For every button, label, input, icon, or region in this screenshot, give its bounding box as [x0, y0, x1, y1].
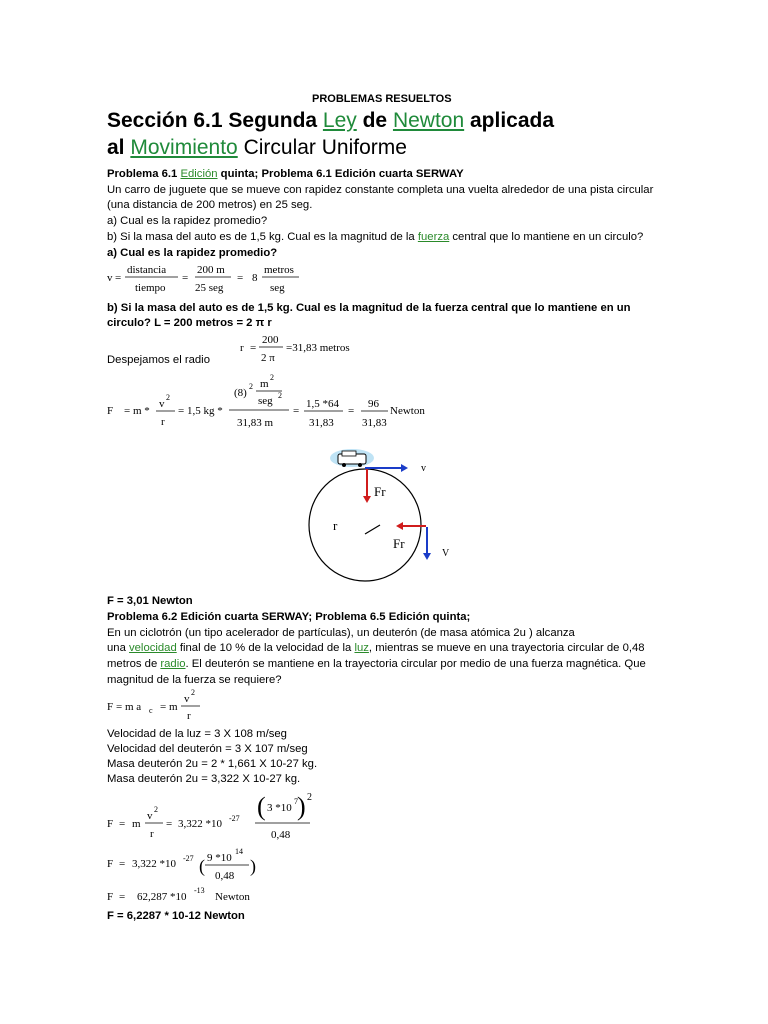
despejamos-text: Despejamos el radio	[107, 354, 210, 366]
eq-text: seg	[258, 395, 273, 407]
problem-text: final de 10 % de la velocidad de la	[176, 642, 355, 654]
eq-text: = m *	[124, 405, 150, 417]
eq-text: =	[237, 272, 244, 284]
heading-text: Problema 6.1	[107, 168, 181, 180]
eq-text: 2 π	[261, 352, 275, 364]
page-kicker: PROBLEMAS RESUELTOS	[312, 93, 452, 105]
equation-radius	[240, 330, 350, 366]
radius-line	[365, 525, 380, 534]
eq-text: 8	[252, 272, 258, 284]
eq-text: m	[260, 378, 269, 390]
page-title-line1	[107, 108, 554, 134]
eq-text: (	[257, 792, 266, 821]
eq-text: 200 m	[197, 264, 225, 276]
eq-text: 9 *10	[207, 852, 232, 864]
data-line: Masa deuterón 2u = 3,322 X 10-27 kg.	[107, 773, 301, 785]
label-v-top: v	[421, 463, 426, 474]
eq-text: =	[166, 818, 173, 830]
equation-force-4	[107, 845, 277, 885]
eq-text: 2	[249, 382, 253, 391]
eq-text: -27	[183, 854, 194, 863]
eq-text: 14	[235, 847, 243, 856]
eq-text: r	[161, 416, 165, 428]
eq-text: 3,322 *10	[132, 858, 176, 870]
data-line: Masa deuterón 2u = 2 * 1,661 X 10-27 kg.	[107, 758, 318, 770]
eq-text: )	[297, 792, 306, 821]
equation-force-2	[107, 685, 227, 725]
link-newton[interactable]: Newton	[392, 109, 465, 132]
eq-text: Newton	[215, 891, 250, 903]
link-luz[interactable]: luz	[354, 642, 369, 654]
eq-text: = m a	[116, 701, 142, 713]
label-r: r	[333, 518, 338, 533]
eq-text: 96	[368, 398, 379, 410]
eq-text: 25 seg	[195, 282, 224, 294]
eq-text: (8)	[234, 387, 247, 399]
title-text: aplicada	[464, 109, 555, 132]
problem-text: (una distancia de 200 metros) en 25 seg.	[107, 199, 313, 211]
eq-text: metros	[264, 264, 294, 276]
eq-text: 2	[307, 792, 312, 803]
eq-text: =	[293, 405, 300, 417]
result-6-1: F = 3,01 Newton	[107, 595, 193, 607]
data-line: Velocidad de la luz = 3 X 108 m/seg	[107, 728, 287, 740]
link-ley[interactable]: Ley	[322, 109, 357, 132]
problem-text: magnitud de la fuerza se requiere?	[107, 674, 282, 686]
eq-text: 2	[191, 688, 195, 697]
eq-text: F	[107, 858, 114, 870]
result-6-2: F = 6,2287 * 10-12 Newton	[107, 910, 245, 922]
eq-text: 31,83	[362, 417, 387, 429]
eq-text: v	[107, 272, 113, 284]
eq-text: m	[132, 818, 141, 830]
eq-text: 31,83 m	[237, 417, 274, 429]
eq-text: Newton	[390, 405, 425, 417]
question-a: a) Cual es la rapidez promedio?	[107, 215, 268, 227]
title-text: al	[107, 136, 131, 159]
eq-text: =	[119, 858, 126, 870]
problem-text: En un ciclotrón (un tipo acelerador de partículas), un deuterón (de masa atómica 2u ) alcanza	[107, 627, 575, 639]
eq-text: F	[107, 405, 114, 417]
problem-text: metros de	[107, 658, 161, 670]
eq-text: -13	[194, 886, 205, 895]
label-fr-right: Fr	[393, 536, 405, 551]
problem-text	[107, 657, 646, 671]
problem-text: . El deuterón se mantiene en la trayectoria circular por medio de una fuerza magnética. Que	[185, 658, 646, 670]
title-text: de	[356, 109, 393, 132]
eq-text: F	[107, 818, 114, 830]
problem-heading: Problema 6.2 Edición cuarta SERWAY; Problema 6.5 Edición quinta;	[107, 611, 471, 623]
page-title-line2	[107, 135, 407, 161]
eq-text: =31,83 metros	[286, 342, 350, 354]
eq-text: c	[149, 706, 153, 715]
problem-text: , mientras se mueve en una trayectoria circular de 0,48	[368, 642, 645, 654]
label-v-right: V	[442, 548, 450, 559]
eq-text: =	[182, 272, 189, 284]
eq-text: 2	[278, 391, 282, 400]
eq-text: =	[119, 818, 126, 830]
title-text: Sección 6.1 Segunda	[107, 109, 323, 132]
link-radio[interactable]: radio	[160, 658, 186, 670]
link-edicion[interactable]: Edición	[180, 168, 218, 180]
eq-text: r	[150, 828, 154, 840]
label-fr-top: Fr	[374, 484, 386, 499]
eq-text: = m	[160, 701, 178, 713]
question-text: b) Si la masa del auto es de 1,5 kg. Cual es la magnitud de la	[107, 231, 418, 243]
eq-text: 7	[294, 797, 298, 806]
eq-text: v	[184, 693, 190, 705]
eq-text: 1,5 *64	[306, 398, 339, 410]
eq-text: 200	[262, 334, 279, 346]
eq-text: (	[199, 856, 205, 876]
eq-text: )	[250, 856, 256, 876]
eq-text: -27	[229, 814, 240, 823]
eq-text: 2	[166, 393, 170, 402]
data-line: Velocidad del deuterón = 3 X 107 m/seg	[107, 743, 308, 755]
eq-text: tiempo	[135, 282, 166, 294]
heading-text: quinta; Problema 6.1 Edición cuarta SERWAY	[217, 168, 464, 180]
link-velocidad[interactable]: velocidad	[129, 642, 177, 654]
equation-force-3	[107, 787, 317, 843]
link-fuerza[interactable]: fuerza	[417, 231, 450, 243]
equation-force-1	[107, 370, 437, 432]
eq-text: 2	[270, 373, 274, 382]
eq-text: r	[187, 710, 191, 722]
equation-velocity	[107, 260, 317, 296]
eq-text: =	[115, 272, 122, 284]
problem-text: una	[107, 642, 129, 654]
eq-text: v	[159, 398, 165, 410]
eq-text: 3,322 *10	[178, 818, 222, 830]
eq-text: r	[240, 342, 244, 354]
link-movimiento[interactable]: Movimiento	[130, 136, 238, 159]
title-text: Circular Uniforme	[237, 136, 407, 159]
eq-text: v	[147, 810, 153, 822]
question-text: central que lo mantiene en un circulo?	[449, 231, 644, 243]
answer-a-heading: a) Cual es la rapidez promedio?	[107, 247, 278, 259]
eq-text: 62,287 *10	[137, 891, 187, 903]
problem-text: Un carro de juguete que se mueve con rapidez constante completa una vuelta alrededor de una pista circular	[107, 184, 654, 196]
eq-text: distancia	[127, 264, 167, 276]
answer-b-heading: b) Si la masa del auto es de 1,5 kg. Cual es la magnitud de la fuerza central que lo mantiene en un	[107, 302, 631, 314]
question-b	[107, 230, 643, 244]
eq-text: seg	[270, 282, 285, 294]
eq-text: 0,48	[271, 829, 291, 841]
eq-text: 2	[154, 805, 158, 814]
eq-text: =	[119, 891, 126, 903]
eq-text: =	[348, 405, 355, 417]
eq-text: 0,48	[215, 870, 235, 882]
eq-text: F	[107, 701, 114, 713]
eq-text: 31,83	[309, 417, 334, 429]
eq-text: 3 *10	[267, 802, 292, 814]
equation-force-5	[107, 883, 277, 907]
answer-b-heading: circulo? L = 200 metros = 2 π r	[107, 317, 272, 329]
problem-text	[107, 641, 645, 655]
eq-text: F	[107, 891, 114, 903]
problem-heading	[107, 167, 464, 181]
eq-text: =	[250, 342, 257, 354]
circular-motion-diagram	[300, 440, 470, 600]
eq-text: = 1,5 kg *	[178, 405, 223, 417]
